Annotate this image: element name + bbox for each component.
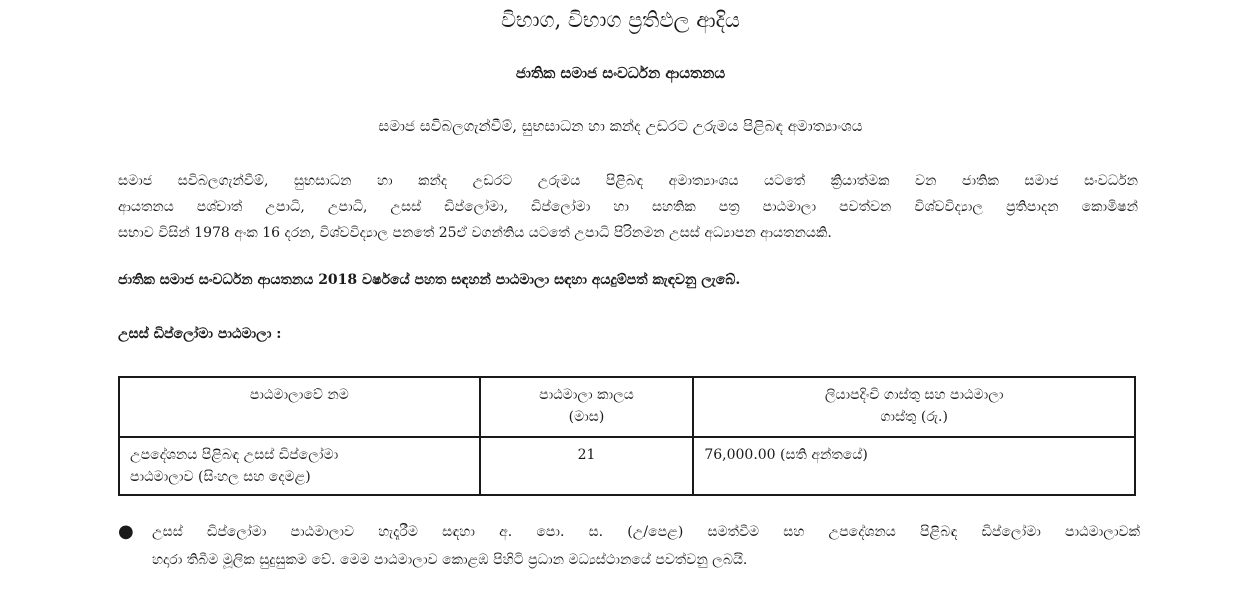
intro-line: ආයතනය පශ්චාත් උපාධි, උපාධි, උසස් ඩිප්ලෝමා, ඩිප්ලෝමා හා සහතික පත්‍ර පාඨමාලා පවත්වන විශ්වවිද්‍යාල ප්‍රතිපාදන කොමිෂන් [118, 199, 1138, 215]
header-course-name-text: පාඨමාලාවේ නම [249, 387, 349, 403]
section-label: උසස් ඩිප්ලෝමා පාඨමාලා : [118, 326, 282, 342]
course-name-line: පාඨමාලාව (සිංහල සහ දෙමළ) [130, 469, 311, 485]
cell-fee: 76,000.00 (සති අන්තයේ) [693, 437, 1135, 495]
requirements-text [152, 518, 1140, 574]
table-header-row [119, 377, 1135, 437]
document-title: විභාග, විභාග ප්‍රතිඵල ආදිය [500, 8, 741, 32]
note-line: උසස් ඩිප්ලෝමා පාඨමාලාව හැදෑරීම සඳහා අ. පො. ස. (උ/පෙළ) සමත්වීම සහ උපදේශනය පිළිබඳ ඩිප්ලෝමා පාඨමාලාවක් [152, 524, 1140, 540]
ministry-name: සමාජ සවිබලගැන්වීම්, සුභසාධන හා කන්ද උඩරට උරුමය පිළිබඳ අමාත්‍යාංශය [378, 117, 863, 135]
bullet-icon: ● [118, 521, 134, 542]
cell-course-name [119, 437, 480, 495]
header-fee-text: ලියාපදිංචි ගාස්තු සහ පාඨමාලා [824, 387, 1004, 403]
header-duration-text: පාඨමාලා කාලය [539, 387, 634, 403]
courses-table [118, 376, 1136, 496]
intro-line: සභාව විසින් 1978 අංක 16 දරන, විශ්වවිද්‍යාල පනතේ 25ඒ වගන්තිය යටතේ උපාධි පිරිනමන උසස් අධ්‍යාපන ආයතනයකි. [118, 225, 832, 241]
header-fee-unit: ගාස්තු (රු.) [880, 409, 948, 425]
header-fee [693, 377, 1135, 437]
note-line: හදාරා තිබීම මූලික සුදුසුකම වේ. මෙම පාඨමාලාව කොළඹ පිහිටි ප්‍රධාන මධ්‍යස්ථානයේ පවත්වනු ලබයි. [152, 552, 748, 568]
header-duration-unit: (මාස) [568, 409, 605, 425]
institute-name: ජාතික සමාජ සංවර්ධන ආයතනය [515, 64, 726, 82]
cell-duration: 21 [480, 437, 694, 495]
header-course-name [119, 377, 480, 437]
intro-line: සමාජ සවිබලගැන්වීම්, සුභසාධන හා කන්ද උඩරට උරුමය පිළිබඳ අමාත්‍යාංශය යටතේ ක්‍රියාත්මක වන ජාතික සමාජ සංවර්ධන [118, 173, 1138, 189]
table-row [119, 437, 1135, 495]
header-duration [480, 377, 694, 437]
announcement-text: ජාතික සමාජ සංවර්ධන ආයතනය 2018 වර්ෂයේ පහත සඳහන් පාඨමාලා සඳහා අයදුම්පත් කැඳවනු ලැබේ. [118, 272, 741, 288]
course-name-line: උපදේශනය පිළිබඳ උසස් ඩිප්ලෝමා [130, 447, 339, 463]
intro-paragraph [118, 168, 1138, 246]
